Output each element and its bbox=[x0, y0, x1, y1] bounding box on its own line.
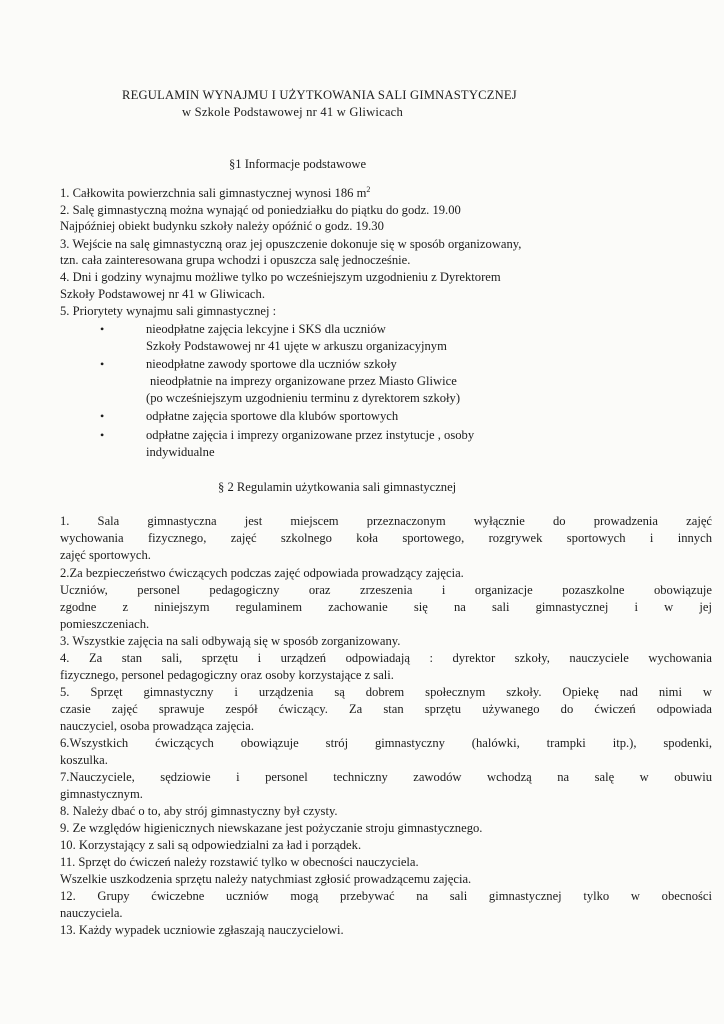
s2-line: zajęć sportowych. bbox=[60, 548, 151, 562]
s2-line: 11. Sprzęt do ćwiczeń należy rozstawić tylko w obecności nauczyciela. bbox=[60, 855, 419, 869]
s1-line-7: Szkoły Podstawowej nr 41 w Gliwicach. bbox=[60, 287, 265, 301]
s2-line: wychowania fizycznego, zajęć szkolnego koła sportowego, rozgrywek sportowych i innych bbox=[60, 531, 712, 545]
priority-item-cont: nieodpłatnie na imprezy organizowane przez Miasto Gliwice bbox=[150, 374, 457, 388]
s2-line: Uczniów, personel pedagogiczny oraz zrzeszenia i organizacje pozaszkolne obowiązuje bbox=[60, 583, 712, 597]
title-line-1: REGULAMIN WYNAJMU I UŻYTKOWANIA SALI GIMNASTYCZNEJ bbox=[122, 88, 517, 102]
s2-line: fizycznego, personel pedagogiczny oraz osoby korzystające z sali. bbox=[60, 668, 394, 682]
bullet-glyph: • bbox=[100, 322, 105, 336]
s2-line: nauczyciel, osoba prowadząca zajęcia. bbox=[60, 719, 255, 733]
s2-line: 4. Za stan sali, sprzętu i urządzeń odpowiadają : dyrektor szkoły, nauczyciele wychowania bbox=[60, 651, 712, 665]
s2-line: gimnastycznym. bbox=[60, 787, 143, 801]
priority-item: nieodpłatne zajęcia lekcyjne i SKS dla uczniów bbox=[146, 322, 386, 336]
s1-line-1: 1. Całkowita powierzchnia sali gimnastycznej wynosi 186 $m^2$ bbox=[60, 185, 371, 200]
s2-line: 12. Grupy ćwiczebne uczniów mogą przebywać na sali gimnastycznej tylko w obecności bbox=[60, 889, 712, 903]
s2-line: Wszelkie uszkodzenia sprzętu należy natychmiast zgłosić prowadzącemu zajęcia. bbox=[60, 872, 472, 886]
bullet-glyph: • bbox=[100, 357, 105, 371]
s2-line: 7.Nauczyciele, sędziowie i personel techniczny zawodów wchodzą na salę w obuwiu bbox=[60, 770, 712, 784]
s1-line-8: 5. Priorytety wynajmu sali gimnastycznej : bbox=[60, 304, 277, 318]
s2-line: 1. Sala gimnastyczna jest miejscem przeznaczonym wyłącznie do prowadzenia zajęć bbox=[60, 514, 712, 528]
s1-line-6: 4. Dni i godziny wynajmu możliwe tylko po wcześniejszym uzgodnieniu z Dyrektorem bbox=[60, 270, 501, 284]
section-2-heading: § 2 Regulamin użytkowania sali gimnastycznej bbox=[218, 480, 457, 494]
priority-item-cont: Szkoły Podstawowej nr 41 ujęte w arkuszu organizacyjnym bbox=[146, 339, 447, 353]
s2-line: 5. Sprzęt gimnastyczny i urządzenia są dobrem społecznym szkoły. Opiekę nad nimi w bbox=[60, 685, 712, 699]
s2-line: zgodne z niniejszym regulaminem zachowanie się na sali gimnastycznej i w jej bbox=[60, 600, 712, 614]
superscript: 2 bbox=[366, 185, 371, 194]
priority-item: nieodpłatne zawody sportowe dla uczniów szkoły bbox=[146, 357, 397, 371]
s1-line-5: tzn. cała zainteresowana grupa wchodzi i opuszcza salę jednocześnie. bbox=[60, 253, 411, 267]
s2-line: 2.Za bezpieczeństwo ćwiczących podczas zajęć odpowiada prowadzący zajęcia. bbox=[60, 566, 464, 580]
s2-line: 13. Każdy wypadek uczniowie zgłaszają nauczycielowi. bbox=[60, 923, 344, 937]
priority-item: odpłatne zajęcia sportowe dla klubów sportowych bbox=[146, 409, 399, 423]
bullet-glyph: • bbox=[100, 409, 105, 423]
priority-item: odpłatne zajęcia i imprezy organizowane przez instytucje , osoby bbox=[146, 428, 475, 442]
section-1-heading: §1 Informacje podstawowe bbox=[229, 157, 367, 171]
s2-line: pomieszczeniach. bbox=[60, 617, 150, 631]
s2-line: czasie zajęć sprawuje zespół ćwiczący. Za stan sprzętu używanego do ćwiczeń odpowiada bbox=[60, 702, 712, 716]
priority-item-cont: (po wcześniejszym uzgodnieniu terminu z dyrektorem szkoły) bbox=[146, 391, 461, 405]
title-line-2: w Szkole Podstawowej nr 41 w Gliwicach bbox=[182, 105, 403, 119]
s2-line: nauczyciela. bbox=[60, 906, 123, 920]
s2-line: 8. Należy dbać o to, aby strój gimnastyczny był czysty. bbox=[60, 804, 338, 818]
s2-line: 9. Ze względów higienicznych niewskazane jest pożyczanie stroju gimnastycznego. bbox=[60, 821, 483, 835]
s1-line-4: 3. Wejście na salę gimnastyczną oraz jej opuszczenie dokonuje się w sposób organizowany, bbox=[60, 237, 522, 251]
s1-line-3: Najpóźniej obiekt budynku szkoły należy opóźnić o godz. 19.30 bbox=[60, 219, 384, 233]
s1-line-2: 2. Salę gimnastyczną można wynająć od poniedziałku do piątku do godz. 19.00 bbox=[60, 203, 461, 217]
bullet-glyph: • bbox=[100, 428, 105, 442]
s2-line: 3. Wszystkie zajęcia na sali odbywają się w sposób zorganizowany. bbox=[60, 634, 401, 648]
s2-line: koszulka. bbox=[60, 753, 108, 767]
priority-item-cont: indywidualne bbox=[146, 445, 215, 459]
s2-line: 10. Korzystający z sali są odpowiedzialni za ład i porządek. bbox=[60, 838, 362, 852]
s2-line: 6.Wszystkich ćwiczących obowiązuje strój gimnastyczny (halówki, trampki itp.), spodenki, bbox=[60, 736, 712, 750]
